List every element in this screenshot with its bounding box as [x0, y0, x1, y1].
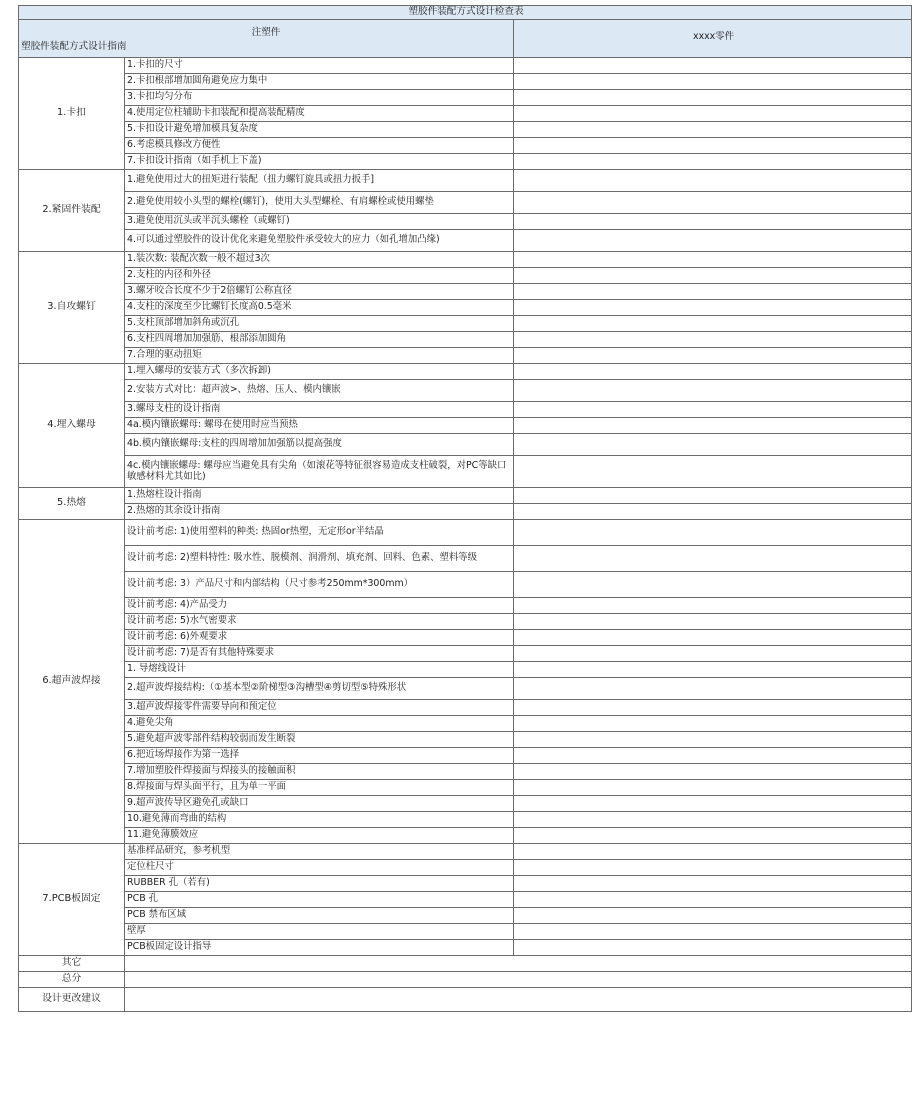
table-row [19, 812, 912, 828]
table-row [19, 300, 912, 316]
part-check-cell[interactable] [514, 170, 912, 192]
footer-value-cell[interactable] [125, 956, 912, 972]
part-check-cell[interactable] [514, 402, 912, 418]
checklist-item: 5.避免超声波零部件结构较弱而发生断裂 [125, 732, 514, 748]
part-check-cell[interactable] [514, 546, 912, 572]
section-label: 6.超声波焊接 [19, 520, 125, 844]
checklist-item: 设计前考虑: 1)使用塑料的种类: 热固or热塑，无定形or半结晶 [125, 520, 514, 546]
footer-row [19, 956, 912, 972]
table-row [19, 748, 912, 764]
footer-row [19, 988, 912, 1012]
table-row [19, 90, 912, 106]
table-row [19, 364, 912, 380]
table-row [19, 614, 912, 630]
checklist-item: 5.卡扣设计避免增加模具复杂度 [125, 122, 514, 138]
checklist-item: 9.超声波传导区避免孔或缺口 [125, 796, 514, 812]
part-check-cell[interactable] [514, 572, 912, 598]
checklist-item: 1.卡扣的尺寸 [125, 58, 514, 74]
checklist-item: 1.热熔柱设计指南 [125, 488, 514, 504]
checklist-item: 定位柱尺寸 [125, 860, 514, 876]
part-check-cell[interactable] [514, 332, 912, 348]
part-check-cell[interactable] [514, 364, 912, 380]
checklist-item: 3.螺母支柱的设计指南 [125, 402, 514, 418]
table-row [19, 844, 912, 860]
part-check-cell[interactable] [514, 520, 912, 546]
checklist-item: 设计前考虑: 5)水气密要求 [125, 614, 514, 630]
part-check-cell[interactable] [514, 268, 912, 284]
table-row [19, 764, 912, 780]
checklist-item: 6.把近场焊接作为第一选择 [125, 748, 514, 764]
table-row [19, 332, 912, 348]
table-row [19, 316, 912, 332]
part-check-cell[interactable] [514, 434, 912, 456]
header-part-column: xxxx零件 [514, 20, 912, 58]
part-check-cell[interactable] [514, 138, 912, 154]
table-row [19, 402, 912, 418]
part-check-cell[interactable] [514, 844, 912, 860]
table-row [19, 716, 912, 732]
part-check-cell[interactable] [514, 614, 912, 630]
table-row [19, 230, 912, 252]
part-check-cell[interactable] [514, 764, 912, 780]
table-row [19, 252, 912, 268]
section-label: 3.自攻螺钉 [19, 252, 125, 364]
table-row [19, 456, 912, 488]
checklist-item: RUBBER 孔（若有) [125, 876, 514, 892]
header-guide-label: 塑胶件装配方式设计指南 [21, 40, 127, 52]
part-check-cell[interactable] [514, 230, 912, 252]
checklist-item: PCB 孔 [125, 892, 514, 908]
part-check-cell[interactable] [514, 252, 912, 268]
footer-label: 设计更改建议 [19, 988, 125, 1012]
checklist-item: 设计前考虑: 3）产品尺寸和内部结构（尺寸参考250mm*300mm） [125, 572, 514, 598]
checklist-item: 3.螺牙咬合长度不少于2倍螺钉公称直径 [125, 284, 514, 300]
checklist-item: 壁厚 [125, 924, 514, 940]
footer-label: 总分 [19, 972, 125, 988]
table-title: 塑胶件装配方式设计检查表 [19, 6, 912, 20]
part-check-cell[interactable] [514, 348, 912, 364]
header-row [19, 20, 912, 58]
table-row [19, 700, 912, 716]
table-row [19, 504, 912, 520]
checklist-item: 2.支柱的内径和外径 [125, 268, 514, 284]
table-row [19, 924, 912, 940]
part-check-cell[interactable] [514, 300, 912, 316]
part-check-cell[interactable] [514, 90, 912, 106]
table-row [19, 520, 912, 546]
checklist-item: 基准样品研究，参考机型 [125, 844, 514, 860]
table-row [19, 876, 912, 892]
checklist-item: 2.超声波焊接结构:（①基本型②阶梯型③沟槽型④剪切型⑤特殊形状 [125, 678, 514, 700]
checklist-item: 1.装次数: 装配次数一般不超过3次 [125, 252, 514, 268]
footer-value-cell[interactable] [125, 972, 912, 988]
part-check-cell[interactable] [514, 678, 912, 700]
checklist-body [19, 6, 912, 1012]
part-check-cell[interactable] [514, 892, 912, 908]
part-check-cell[interactable] [514, 812, 912, 828]
part-check-cell[interactable] [514, 796, 912, 812]
checklist-item: 3.避免使用沉头或半沉头螺栓（或螺钉) [125, 214, 514, 230]
table-row [19, 138, 912, 154]
part-check-cell[interactable] [514, 940, 912, 956]
table-row [19, 908, 912, 924]
section-label: 4.埋入螺母 [19, 364, 125, 488]
table-row [19, 780, 912, 796]
section-label: 5.热熔 [19, 488, 125, 520]
checklist-item: 1. 导熔线设计 [125, 662, 514, 678]
checklist-item: 设计前考虑: 4)产品受力 [125, 598, 514, 614]
part-check-cell[interactable] [514, 418, 912, 434]
title-row [19, 6, 912, 20]
table-row [19, 678, 912, 700]
checklist-item: 2.卡扣根部增加圆角避免应力集中 [125, 74, 514, 90]
part-check-cell[interactable] [514, 106, 912, 122]
table-row [19, 170, 912, 192]
checklist-item: 4a.模内镶嵌螺母: 螺母在使用时应当预热 [125, 418, 514, 434]
header-part-label: 注塑件 [251, 27, 281, 38]
checklist-item: PCB 禁布区域 [125, 908, 514, 924]
part-check-cell[interactable] [514, 662, 912, 678]
part-check-cell[interactable] [514, 456, 912, 488]
part-check-cell[interactable] [514, 284, 912, 300]
part-check-cell[interactable] [514, 488, 912, 504]
table-row [19, 214, 912, 230]
part-check-cell[interactable] [514, 646, 912, 662]
part-check-cell[interactable] [514, 122, 912, 138]
table-row [19, 598, 912, 614]
part-check-cell[interactable] [514, 380, 912, 402]
table-row [19, 122, 912, 138]
checklist-item: 1.埋入螺母的安装方式（多次拆卸) [125, 364, 514, 380]
section-label: 2.紧固件装配 [19, 170, 125, 252]
part-check-cell[interactable] [514, 748, 912, 764]
part-check-cell[interactable] [514, 74, 912, 90]
part-check-cell[interactable] [514, 598, 912, 614]
checklist-item: 6.考虑模具修改方便性 [125, 138, 514, 154]
table-row [19, 488, 912, 504]
checklist-item: 4c.模内镶嵌螺母: 螺母应当避免具有尖角（如滚花等特征很容易造成支柱破裂，对PC等缺口敏感材料尤其如比) [125, 456, 514, 488]
footer-label: 其它 [19, 956, 125, 972]
footer-value-cell[interactable] [125, 988, 912, 1012]
table-row [19, 662, 912, 678]
part-check-cell[interactable] [514, 630, 912, 646]
checklist-item: 2.热熔的其余设计指南 [125, 504, 514, 520]
table-row [19, 348, 912, 364]
part-check-cell[interactable] [514, 780, 912, 796]
part-check-cell[interactable] [514, 876, 912, 892]
table-row [19, 380, 912, 402]
checklist-item: 4.可以通过塑胶件的设计优化来避免塑胶件承受较大的应力（如孔增加凸缘) [125, 230, 514, 252]
table-row [19, 828, 912, 844]
table-row [19, 58, 912, 74]
checklist-item: 6.支柱四周增加加强筋、根部添加圆角 [125, 332, 514, 348]
checklist-item: 7.增加塑胶件焊接面与焊接头的接触面积 [125, 764, 514, 780]
part-check-cell[interactable] [514, 154, 912, 170]
table-row [19, 630, 912, 646]
checklist-item: 5.支柱顶部增加斜角或沉孔 [125, 316, 514, 332]
checklist-item: 1.避免使用过大的扭矩进行装配（扭力螺钉旋具或扭力扳手] [125, 170, 514, 192]
table-row [19, 646, 912, 662]
part-check-cell[interactable] [514, 716, 912, 732]
checklist-item: 7.合理的驱动扭矩 [125, 348, 514, 364]
table-row [19, 434, 912, 456]
checklist-item: 11.避免薄膜效应 [125, 828, 514, 844]
table-row [19, 154, 912, 170]
checklist-table [18, 5, 912, 1012]
checklist-item: 4b.模内镶嵌螺母:支柱的四周增加加强筋以提高强度 [125, 434, 514, 456]
checklist-item: 2.避免使用较小头型的螺栓(螺钉)，使用大头型螺栓、有肩螺栓或使用螺垫 [125, 192, 514, 214]
table-row [19, 268, 912, 284]
footer-row [19, 972, 912, 988]
table-row [19, 74, 912, 90]
part-check-cell[interactable] [514, 316, 912, 332]
checklist-item: 设计前考虑: 6)外观要求 [125, 630, 514, 646]
section-label: 7.PCB板固定 [19, 844, 125, 956]
part-check-cell[interactable] [514, 908, 912, 924]
table-row [19, 546, 912, 572]
checklist-item: 8.焊接面与焊头面平行，且为单一平面 [125, 780, 514, 796]
part-check-cell[interactable] [514, 828, 912, 844]
checklist-item: 4.避免尖角 [125, 716, 514, 732]
checklist-item: 2.安装方式对比：超声波>、热熔、压人、模内镶嵌 [125, 380, 514, 402]
checklist-item: 3.卡扣均匀分布 [125, 90, 514, 106]
part-check-cell[interactable] [514, 214, 912, 230]
part-check-cell[interactable] [514, 504, 912, 520]
section-label: 1.卡扣 [19, 58, 125, 170]
part-check-cell[interactable] [514, 860, 912, 876]
table-row [19, 732, 912, 748]
part-check-cell[interactable] [514, 700, 912, 716]
checklist-item: 4.支柱的深度至少比螺钉长度高0.5毫米 [125, 300, 514, 316]
part-check-cell[interactable] [514, 924, 912, 940]
table-row [19, 940, 912, 956]
table-row [19, 860, 912, 876]
table-row [19, 892, 912, 908]
checklist-item: 10.避免薄而弯曲的结构 [125, 812, 514, 828]
header-guide-cell [19, 20, 514, 58]
table-row [19, 192, 912, 214]
part-check-cell[interactable] [514, 192, 912, 214]
checklist-item: 3.超声波焊接零件需要导向和预定位 [125, 700, 514, 716]
checklist-item: PCB板固定设计指导 [125, 940, 514, 956]
checklist-item: 4.使用定位柱辅助卡扣装配和提高装配精度 [125, 106, 514, 122]
checklist-item: 设计前考虑: 7)是否有其他特殊要求 [125, 646, 514, 662]
table-row [19, 418, 912, 434]
table-row [19, 572, 912, 598]
part-check-cell[interactable] [514, 58, 912, 74]
checklist-item: 设计前考虑: 2)塑料特性: 吸水性、脱模剂、润滑剂、填充剂、回料、色素、塑料等级 [125, 546, 514, 572]
table-row [19, 106, 912, 122]
table-row [19, 284, 912, 300]
checklist-item: 7.卡扣设计指南（如手机上下盖) [125, 154, 514, 170]
table-row [19, 796, 912, 812]
part-check-cell[interactable] [514, 732, 912, 748]
